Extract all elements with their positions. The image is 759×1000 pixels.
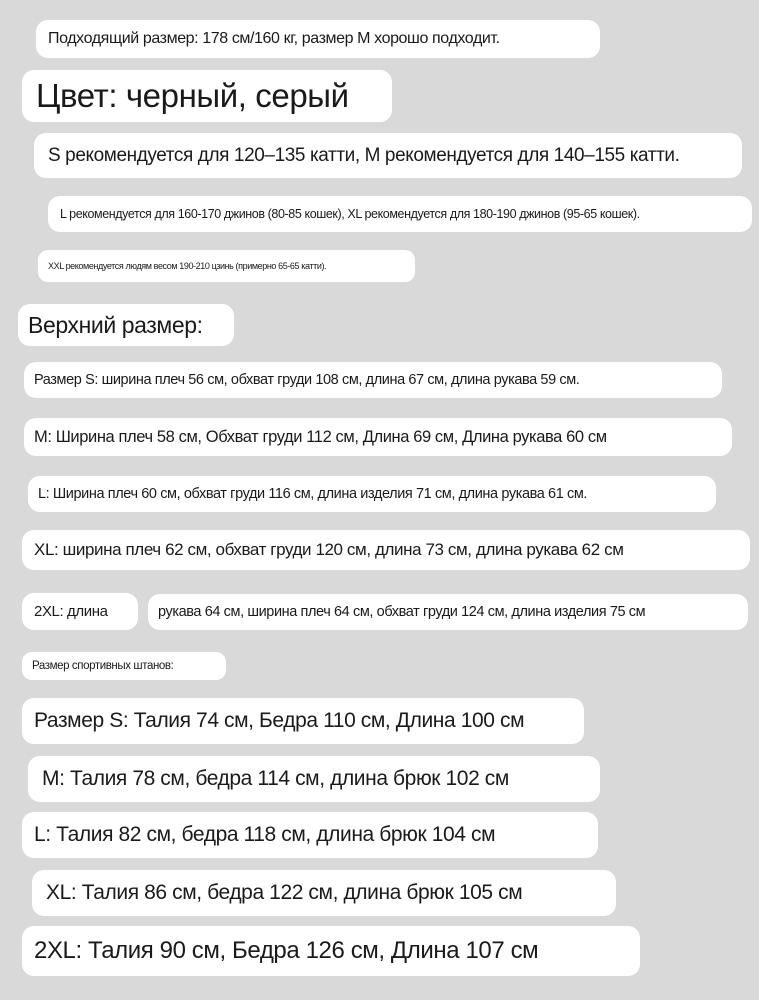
fit-note: Подходящий размер: 178 см/160 кг, размер M хорошо подходит. bbox=[36, 20, 600, 58]
top-size-row-l: L: Ширина плеч 60 см, обхват груди 116 см, длина изделия 71 см, длина рукава 61 см. bbox=[28, 476, 716, 512]
recommend-s-m: S рекомендуется для 120–135 катти, M рекомендуется для 140–155 катти. bbox=[34, 133, 742, 178]
pants-size-row-xl: XL: Талия 86 см, бедра 122 см, длина брюк 105 см bbox=[32, 870, 616, 916]
recommend-l-xl: L рекомендуется для 160-170 джинов (80-85 кошек), XL рекомендуется для 180-190 джинов (95-65 кошек). bbox=[48, 196, 752, 232]
top-size-row-s: Размер S: ширина плеч 56 см, обхват груди 108 см, длина 67 см, длина рукава 59 см. bbox=[24, 362, 722, 398]
top-size-row-2xl-part1: 2XL: длина bbox=[22, 593, 138, 630]
top-size-row-2xl-part2: рукава 64 см, ширина плеч 64 см, обхват груди 124 см, длина изделия 75 см bbox=[148, 594, 748, 630]
top-size-row-xl: XL: ширина плеч 62 см, обхват груди 120 см, длина 73 см, длина рукава 62 см bbox=[22, 530, 750, 570]
color-title: Цвет: черный, серый bbox=[22, 70, 392, 122]
recommend-xxl: XXL рекомендуется людям весом 190-210 цзинь (примерно 65-65 катти). bbox=[38, 250, 415, 282]
pants-size-row-2xl: 2XL: Талия 90 см, Бедра 126 см, Длина 107 см bbox=[22, 926, 640, 976]
pants-size-row-m: M: Талия 78 см, бедра 114 см, длина брюк 102 см bbox=[28, 756, 600, 802]
pants-size-row-l: L: Талия 82 см, бедра 118 см, длина брюк 104 см bbox=[22, 812, 598, 858]
pants-size-row-s: Размер S: Талия 74 см, Бедра 110 см, Длина 100 см bbox=[22, 698, 584, 744]
top-size-row-m: M: Ширина плеч 58 см, Обхват груди 112 см, Длина 69 см, Длина рукава 60 см bbox=[24, 418, 732, 456]
top-size-heading: Верхний размер: bbox=[18, 304, 234, 346]
pants-size-heading: Размер спортивных штанов: bbox=[22, 652, 226, 680]
